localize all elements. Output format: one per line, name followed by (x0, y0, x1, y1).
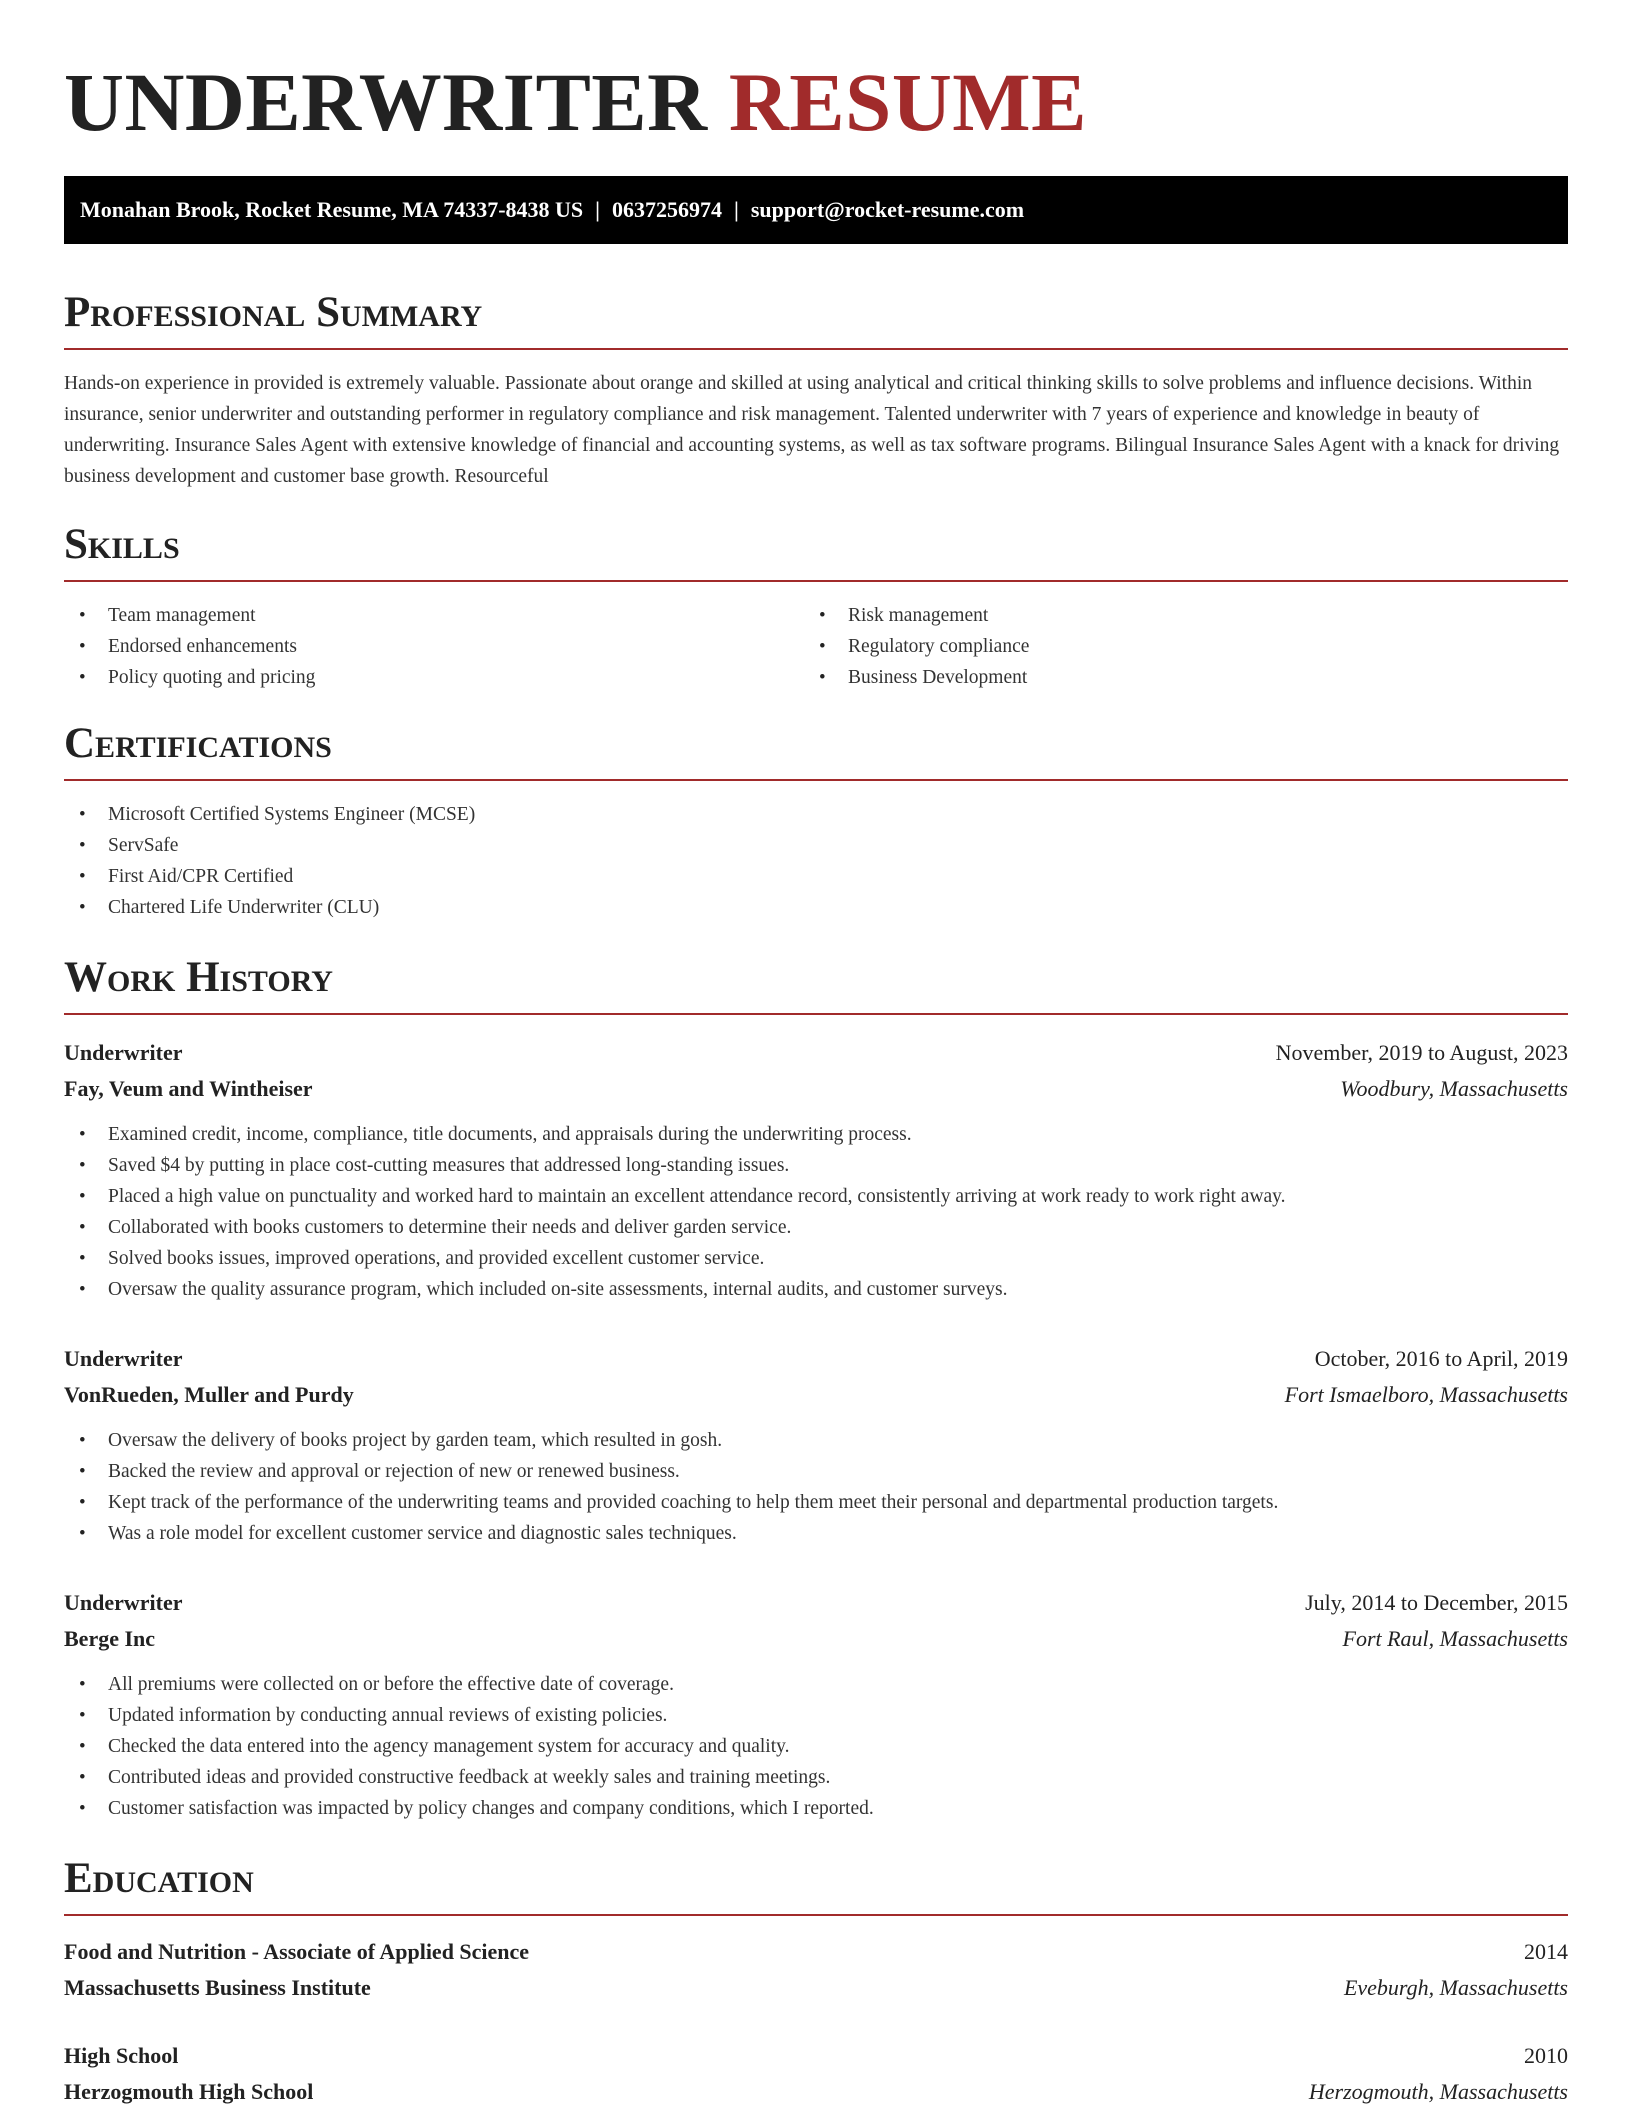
job-bullet: • Backed the review and approval or rejection of new or renewed business. (64, 1456, 1568, 1487)
contact-separator: | (595, 197, 601, 222)
job-bullet: • Examined credit, income, compliance, title documents, and appraisals during the underwriting process. (64, 1119, 1568, 1150)
job-location: Fort Raul, Massachusetts (1342, 1626, 1568, 1651)
job-bullet: • Collaborated with books customers to determine their needs and deliver garden service. (64, 1212, 1568, 1243)
job-company: VonRueden, Muller and Purdy (64, 1382, 354, 1407)
job-bullet: • Customer satisfaction was impacted by policy changes and company conditions, which I reported. (64, 1793, 1568, 1824)
skills-grid (64, 600, 1568, 693)
education-school-row (64, 2074, 1568, 2110)
job-company-row (64, 1071, 1568, 1107)
skill-item: • Regulatory compliance (804, 631, 1544, 662)
education-degree: High School (64, 2043, 179, 2068)
job-bullet: • Updated information by conducting annual reviews of existing policies. (64, 1700, 1568, 1731)
job-company-row (64, 1621, 1568, 1657)
work-history-heading: Work History (64, 954, 333, 1001)
skill-item: • Risk management (804, 600, 1544, 631)
education-entry (64, 2038, 1568, 2110)
job-dates: November, 2019 to August, 2023 (1275, 1040, 1568, 1065)
job-title: Underwriter (64, 1040, 183, 1065)
job-header-row (64, 1035, 1568, 1071)
job-entry (64, 1585, 1568, 1824)
job-entry (64, 1035, 1568, 1305)
job-company-row (64, 1377, 1568, 1413)
education-year: 2010 (1524, 2043, 1568, 2068)
education-section (64, 1854, 1568, 2110)
job-bullet: • Was a role model for excellent customer service and diagnostic sales techniques. (64, 1518, 1568, 1549)
skill-item: • Team management (64, 600, 804, 631)
job-dates: July, 2014 to December, 2015 (1305, 1590, 1568, 1615)
education-location: Eveburgh, Massachusetts (1343, 1975, 1568, 2000)
job-header-row (64, 1341, 1568, 1377)
education-school-row (64, 1970, 1568, 2006)
education-school: Herzogmouth High School (64, 2079, 314, 2104)
job-company: Fay, Veum and Wintheiser (64, 1076, 313, 1101)
education-degree-row (64, 2038, 1568, 2074)
resume-title (64, 0, 1568, 148)
contact-bar (64, 176, 1568, 244)
certifications-list (64, 799, 1568, 923)
job-bullet: • Placed a high value on punctuality and worked hard to maintain an excellent attendance record, consistently arriving at work ready to work right away. (64, 1181, 1568, 1212)
contact-phone[interactable]: 0637256974 (612, 197, 723, 222)
contact-address: Monahan Brook, Rocket Resume, MA 74337-8438 US (80, 197, 584, 222)
contact-separator: | (734, 197, 739, 222)
job-location: Fort Ismaelboro, Massachusetts (1284, 1382, 1568, 1407)
contact-email[interactable]: support@rocket-resume.com (750, 197, 1025, 222)
job-bullets (64, 1669, 1568, 1824)
job-bullet: • Solved books issues, improved operations, and provided excellent customer service. (64, 1243, 1568, 1274)
education-school: Massachusetts Business Institute (64, 1975, 371, 2000)
education-degree-row (64, 1934, 1568, 1970)
skill-item: • Policy quoting and pricing (64, 662, 804, 693)
job-company: Berge Inc (64, 1626, 156, 1651)
certification-item: • Chartered Life Underwriter (CLU) (64, 892, 1568, 923)
job-entry (64, 1341, 1568, 1549)
work-history-section (64, 953, 1568, 1824)
job-bullets (64, 1119, 1568, 1305)
summary-text: Hands-on experience in provided is extremely valuable. Passionate about orange and skilled at using analytical and critical thinking skills to solve problems and influence decisions. Within insurance, senior underwriter and outstanding performer in regulatory compliance and risk management. Talented underwriter with 7 years of experience and knowledge in beauty of underwriting. Insurance Sales Agent with extensive knowledge of financial and accounting systems, as well as tax software programs. Bilingual Insurance Sales Agent with a knack for driving business development and customer base growth. Resourceful (64, 373, 1560, 487)
education-year: 2014 (1524, 1939, 1568, 1964)
job-bullet: • Checked the data entered into the agency management system for accuracy and quality. (64, 1731, 1568, 1762)
skills-list-right (804, 600, 1544, 693)
job-title: Underwriter (64, 1346, 183, 1371)
certifications-heading: Certifications (64, 720, 332, 767)
education-heading: Education (64, 1855, 254, 1902)
summary-section (64, 288, 1568, 492)
job-bullets (64, 1425, 1568, 1549)
certification-item: • ServSafe (64, 830, 1568, 861)
job-title: Underwriter (64, 1590, 183, 1615)
section-divider (64, 1013, 1568, 1015)
job-location: Woodbury, Massachusetts (1340, 1076, 1568, 1101)
title-main: UNDERWRITER (64, 56, 708, 148)
education-entry (64, 1934, 1568, 2006)
title-accent: RESUME (728, 56, 1087, 148)
section-divider (64, 348, 1568, 350)
skills-section (64, 520, 1568, 693)
job-dates: October, 2016 to April, 2019 (1314, 1346, 1568, 1371)
summary-heading: Professional Summary (64, 289, 483, 336)
section-divider (64, 779, 1568, 781)
job-bullet: • Kept track of the performance of the underwriting teams and provided coaching to help them meet their personal and departmental production targets. (64, 1487, 1568, 1518)
education-degree: Food and Nutrition - Associate of Applied Science (64, 1939, 530, 1964)
job-bullet: • All premiums were collected on or before the effective date of coverage. (64, 1669, 1568, 1700)
job-bullet: • Oversaw the delivery of books project by garden team, which resulted in gosh. (64, 1425, 1568, 1456)
skill-item: • Endorsed enhancements (64, 631, 804, 662)
skills-list-left (64, 600, 804, 693)
job-bullet: • Saved $4 by putting in place cost-cutting measures that addressed long-standing issues. (64, 1150, 1568, 1181)
skills-heading: Skills (64, 521, 180, 568)
certifications-section (64, 719, 1568, 923)
certification-item: • Microsoft Certified Systems Engineer (MCSE) (64, 799, 1568, 830)
skill-item: • Business Development (804, 662, 1544, 693)
job-bullet: • Contributed ideas and provided constructive feedback at weekly sales and training meetings. (64, 1762, 1568, 1793)
certification-item: • First Aid/CPR Certified (64, 861, 1568, 892)
section-divider (64, 580, 1568, 582)
job-bullet: • Oversaw the quality assurance program, which included on-site assessments, internal audits, and customer surveys. (64, 1274, 1568, 1305)
section-divider (64, 1914, 1568, 1916)
job-header-row (64, 1585, 1568, 1621)
resume-page (64, 0, 1568, 2110)
education-location: Herzogmouth, Massachusetts (1308, 2079, 1568, 2104)
